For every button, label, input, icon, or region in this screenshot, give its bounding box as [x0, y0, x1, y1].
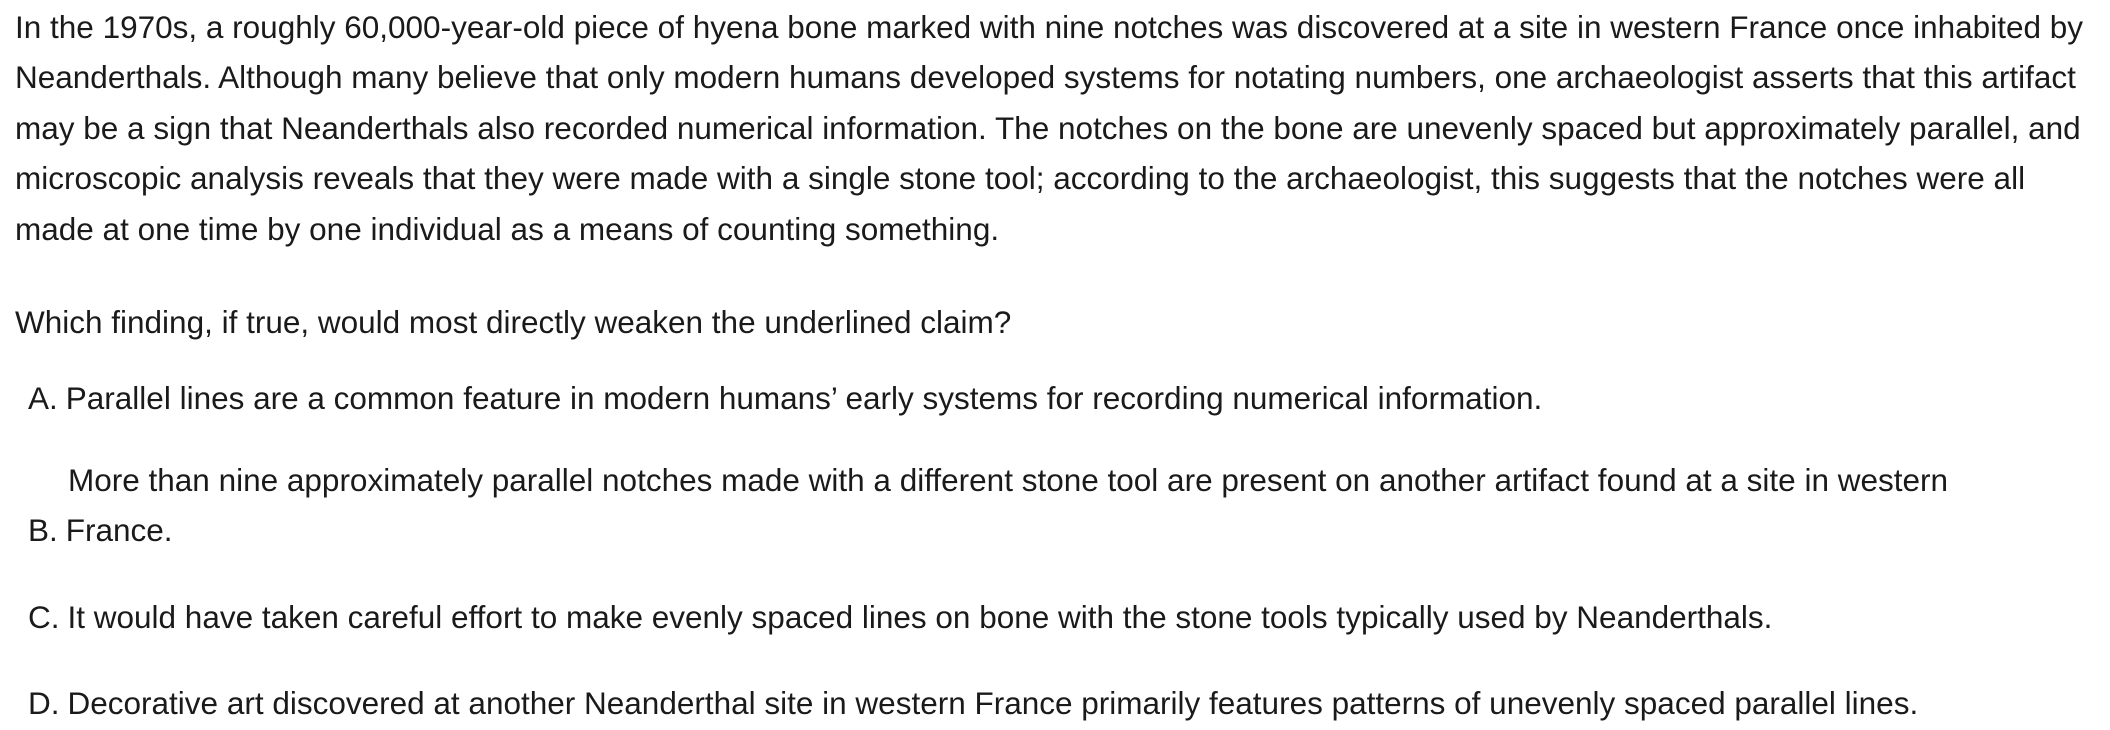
answer-choice-a[interactable]	[28, 373, 1542, 423]
choice-letter: C.	[28, 599, 60, 635]
choice-text-line-2: France.	[65, 512, 173, 549]
choice-letter: A.	[28, 380, 58, 416]
choice-text: Decorative art discovered at another Neanderthal site in western France primarily features patterns of unevenly spaced parallel lines.	[67, 685, 1919, 721]
question-prompt: Which finding, if true, would most directly weaken the underlined claim?	[15, 304, 1012, 340]
answer-choice-c[interactable]	[28, 592, 1772, 642]
passage-text: In the 1970s, a roughly 60,000-year-old piece of hyena bone marked with nine notches was discovered at a site in western France once inhabited by Neanderthals. Although many believe that only modern humans developed systems for notating numbers, one archaeologist asserts that this artifact may be a sign that Neanderthals also recorded numerical information. The notches on the bone are unevenly spaced but approximately parallel, and microscopic analysis reveals that they were made with a single stone tool; according to the archaeologist, this suggests that the notches were all made at one time by one individual as a means of counting something.	[15, 9, 2084, 247]
choice-letter: B.	[28, 512, 58, 549]
choice-letter: D.	[28, 685, 60, 721]
answer-choice-b[interactable]	[28, 455, 2110, 556]
choice-text: It would have taken careful effort to make evenly spaced lines on bone with the stone tools typically used by Neanderthals.	[67, 599, 1773, 635]
choice-text-line-1: More than nine approximately parallel notches made with a different stone tool are present on another artifact found at a site in western	[68, 462, 1949, 498]
choice-text: Parallel lines are a common feature in modern humans’ early systems for recording numerical information.	[65, 380, 1543, 416]
answer-choice-d[interactable]	[28, 678, 1918, 728]
